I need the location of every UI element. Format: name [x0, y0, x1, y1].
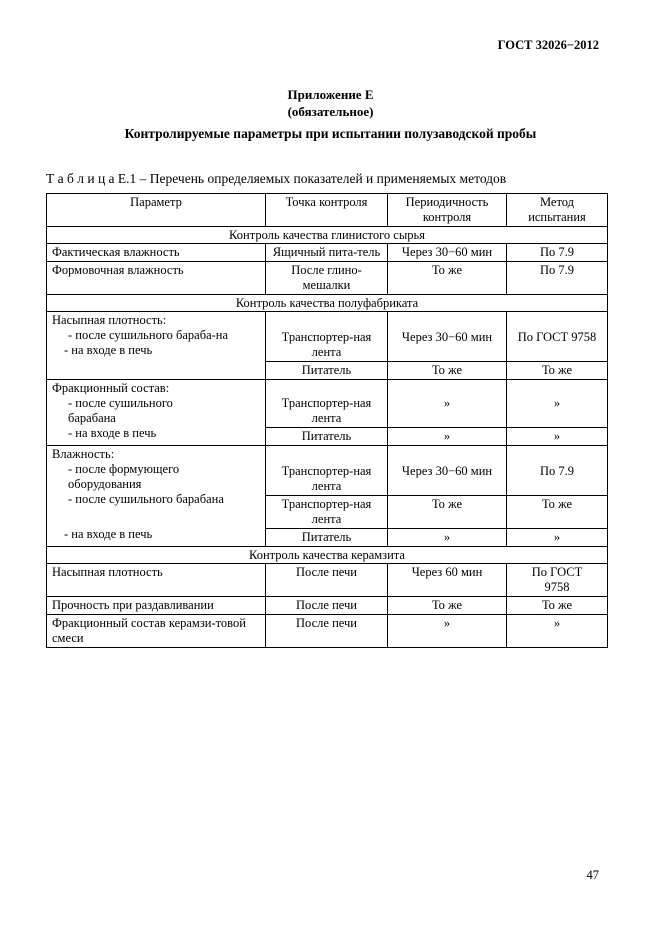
group-row-keramzit: [47, 547, 608, 564]
table-row: [47, 312, 608, 362]
group-row-clay: [47, 227, 608, 244]
cell-parameter: [47, 380, 266, 446]
group-row-semiproduct: [47, 295, 608, 312]
cell-method: То же: [507, 496, 608, 529]
header-periodicity: Периодичность контроля: [388, 194, 507, 227]
cell-control-point: Питатель: [266, 362, 388, 380]
cell-periodicity: То же: [388, 597, 507, 615]
header-parameter: Параметр: [47, 194, 266, 227]
param-sub: - на входе в печь: [64, 527, 153, 541]
cell-control-point: Транспортер-ная лента: [266, 380, 388, 428]
cell-parameter: Фракционный состав керамзи-товой смеси: [47, 615, 266, 648]
table-row: [47, 446, 608, 496]
header-control-point: Точка контроля: [266, 194, 388, 227]
parameters-table: [46, 193, 608, 648]
table-row: [47, 244, 608, 262]
table-row: [47, 262, 608, 295]
cell-periodicity: Через 30−60 мин: [388, 446, 507, 496]
group-title: Контроль качества полуфабриката: [47, 295, 608, 312]
cell-periodicity: То же: [388, 262, 507, 295]
cell-method: По 7.9: [507, 244, 608, 262]
param-sub: - на входе в печь: [64, 343, 153, 357]
cell-control-point: Ящичный пита-тель: [266, 244, 388, 262]
param-sub: - после сушильного бараба-на: [68, 328, 229, 342]
cell-method: По 7.9: [507, 446, 608, 496]
param-label: Фракционный состав:: [52, 381, 170, 395]
param-label: Влажность:: [52, 447, 115, 461]
group-title: Контроль качества керамзита: [47, 547, 608, 564]
table-row: [47, 380, 608, 428]
cell-method: »: [507, 529, 608, 547]
cell-control-point: После печи: [266, 564, 388, 597]
cell-method: »: [507, 380, 608, 428]
param-label: Насыпная плотность:: [52, 313, 167, 327]
param-sub: - после сушильного барабана: [68, 396, 173, 425]
cell-method: По ГОСТ 9758: [507, 312, 608, 362]
cell-periodicity: Через 30−60 мин: [388, 244, 507, 262]
cell-periodicity: »: [388, 428, 507, 446]
cell-control-point: После глино-мешалки: [266, 262, 388, 295]
param-sub: - после сушильного барабана: [68, 492, 224, 506]
cell-parameter: Формовочная влажность: [47, 262, 266, 295]
cell-periodicity: То же: [388, 362, 507, 380]
cell-method: То же: [507, 597, 608, 615]
cell-control-point: После печи: [266, 597, 388, 615]
cell-method: »: [507, 615, 608, 648]
cell-periodicity: »: [388, 380, 507, 428]
table-header-row: [47, 194, 608, 227]
cell-parameter: Насыпная плотность: [47, 564, 266, 597]
cell-parameter: [47, 446, 266, 547]
cell-periodicity: Через 30−60 мин: [388, 312, 507, 362]
cell-parameter: Фактическая влажность: [47, 244, 266, 262]
param-sub: - на входе в печь: [68, 426, 157, 440]
table-row: [47, 597, 608, 615]
document-code: ГОСТ 32026−2012: [497, 38, 599, 52]
group-title: Контроль качества глинистого сырья: [47, 227, 608, 244]
cell-control-point: Транспортер-ная лента: [266, 446, 388, 496]
cell-control-point: Питатель: [266, 428, 388, 446]
appendix-heading: [0, 86, 661, 120]
cell-control-point: Питатель: [266, 529, 388, 547]
appendix-subtitle: (обязательное): [287, 104, 374, 119]
cell-periodicity: То же: [388, 496, 507, 529]
table-row: [47, 615, 608, 648]
table-row: [47, 564, 608, 597]
table-caption: Т а б л и ц а Е.1 – Перечень определяемых показателей и применяемых методов: [46, 171, 507, 186]
page-number: 47: [586, 868, 599, 882]
cell-control-point: Транспортер-ная лента: [266, 496, 388, 529]
cell-method: »: [507, 428, 608, 446]
cell-method: То же: [507, 362, 608, 380]
section-title: Контролируемые параметры при испытании полузаводской пробы: [124, 126, 537, 141]
cell-parameter: [47, 312, 266, 380]
cell-control-point: Транспортер-ная лента: [266, 312, 388, 362]
cell-control-point: После печи: [266, 615, 388, 648]
cell-periodicity: »: [388, 529, 507, 547]
cell-parameter: Прочность при раздавливании: [47, 597, 266, 615]
cell-periodicity: »: [388, 615, 507, 648]
cell-method: По 7.9: [507, 262, 608, 295]
cell-method: По ГОСТ 9758: [507, 564, 608, 597]
header-method: Метод испытания: [507, 194, 608, 227]
appendix-title: Приложение Е: [287, 87, 374, 102]
param-sub: - после формующего оборудования: [68, 462, 180, 491]
cell-periodicity: Через 60 мин: [388, 564, 507, 597]
